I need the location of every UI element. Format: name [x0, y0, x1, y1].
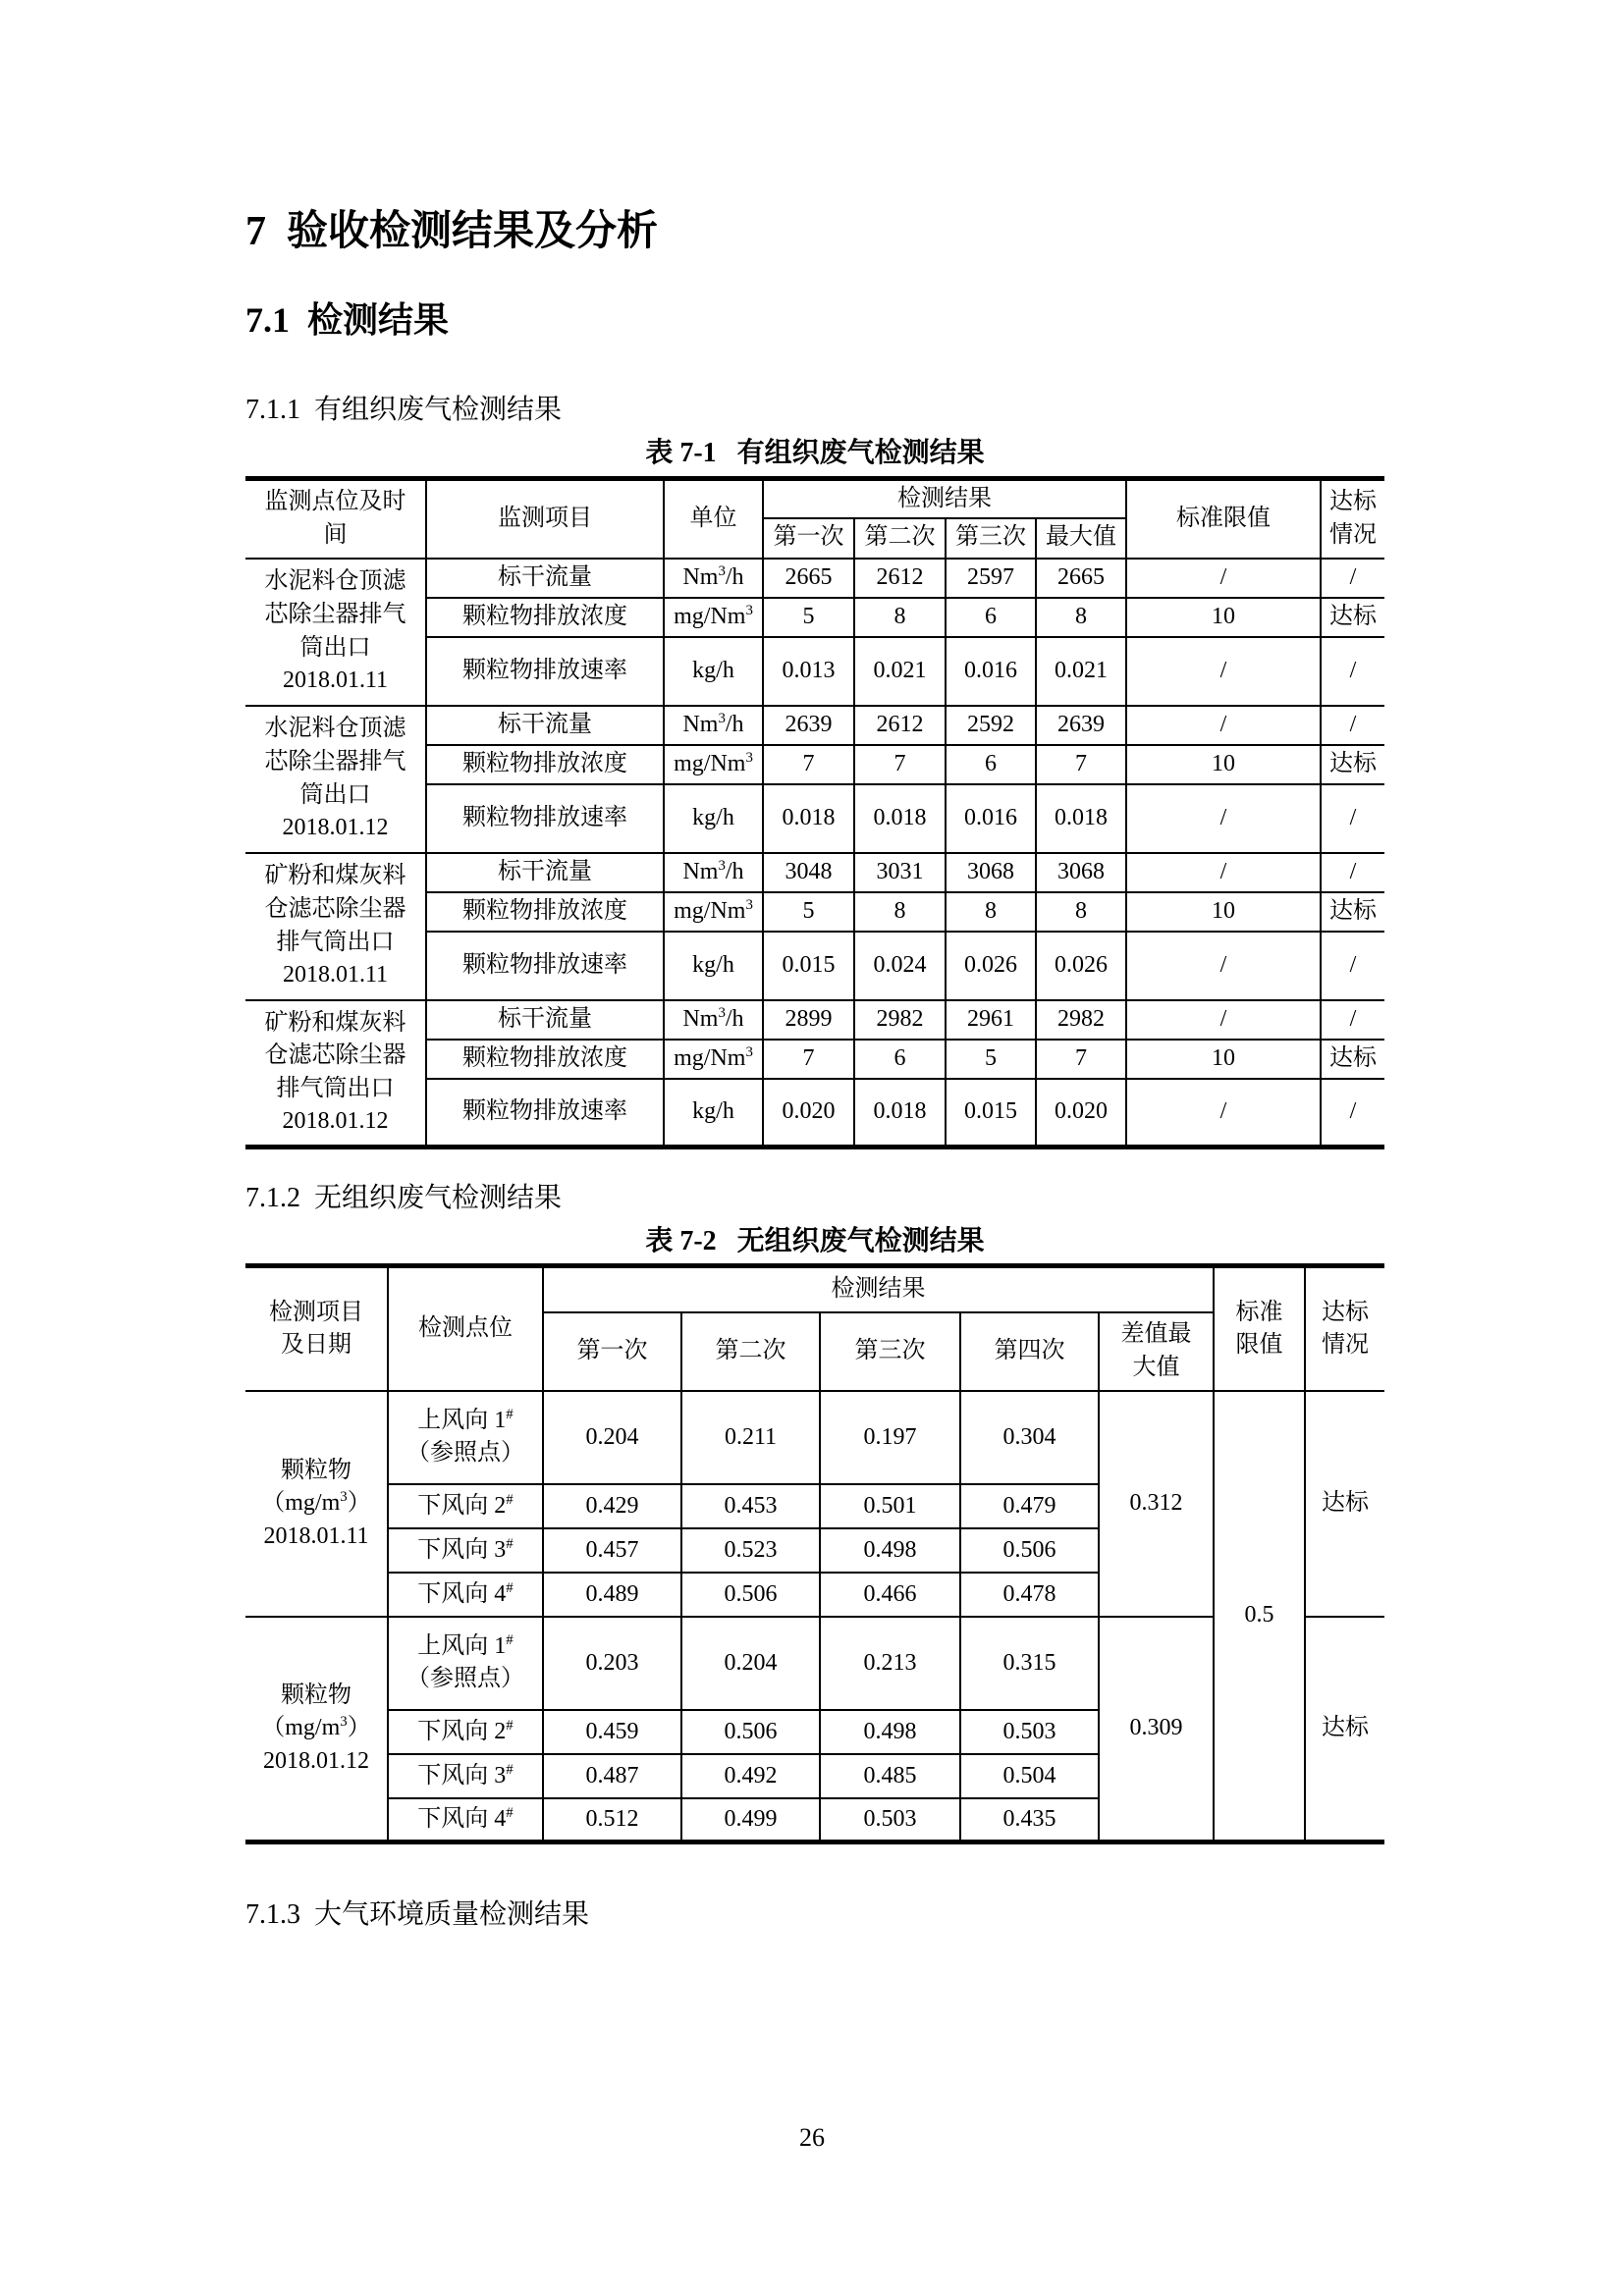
header-site: 监测点位及时 间	[245, 479, 426, 559]
result-value: 2639	[763, 706, 854, 745]
result-value: 8	[946, 892, 1036, 932]
page-number: 26	[799, 2123, 825, 2152]
result-value: 5	[946, 1040, 1036, 1079]
result-value: 0.020	[1036, 1079, 1126, 1148]
table-7-2	[245, 1263, 1384, 1844]
result-value: 0.466	[820, 1573, 960, 1617]
result-value: 7	[763, 1040, 854, 1079]
monitoring-point: 上风向 1# （参照点）	[388, 1391, 543, 1484]
result-value: 0.453	[681, 1484, 820, 1528]
result-value: 0.016	[946, 637, 1036, 706]
table1-data-row	[245, 706, 1384, 745]
result-value: 0.498	[820, 1528, 960, 1573]
compliance-status: /	[1321, 784, 1384, 853]
result-value: 0.501	[820, 1484, 960, 1528]
standard-limit: 10	[1126, 892, 1321, 932]
monitoring-item: 颗粒物排放速率	[426, 784, 664, 853]
result-value: 0.503	[820, 1798, 960, 1842]
header-limit: 标准 限值	[1214, 1266, 1305, 1391]
unit: mg/Nm$^3$	[664, 745, 763, 784]
unit: Nm$^3$/h	[664, 559, 763, 598]
compliance-status: 达标	[1305, 1391, 1384, 1617]
result-value: 0.204	[681, 1617, 820, 1710]
result-value: 5	[763, 598, 854, 637]
result-value: 0.018	[854, 1079, 946, 1148]
result-value: 0.459	[543, 1710, 681, 1754]
result-value: 0.499	[681, 1798, 820, 1842]
header-run-2: 第二次	[681, 1312, 820, 1391]
table2-data-row	[245, 1617, 1384, 1710]
table-7-1	[245, 476, 1384, 1149]
monitoring-item: 颗粒物排放浓度	[426, 1040, 664, 1079]
header-status: 达标 情况	[1305, 1266, 1384, 1391]
result-value: 6	[946, 745, 1036, 784]
compliance-status: /	[1321, 932, 1384, 1000]
result-value: 2612	[854, 706, 946, 745]
result-value: 0.211	[681, 1391, 820, 1484]
unit: Nm$^3$/h	[664, 706, 763, 745]
result-value: 0.523	[681, 1528, 820, 1573]
monitoring-point: 下风向 4#	[388, 1573, 543, 1617]
monitoring-site: 矿粉和煤灰料 仓滤芯除尘器 排气筒出口 2018.01.12	[245, 1000, 426, 1148]
result-value: 3048	[763, 853, 854, 892]
header-run-3: 第三次	[946, 518, 1036, 559]
result-value: 0.197	[820, 1391, 960, 1484]
section-7-heading: 7 验收检测结果及分析	[245, 209, 659, 254]
header-unit: 单位	[664, 479, 763, 559]
monitoring-site: 水泥料仓顶滤 芯除尘器排气 筒出口 2018.01.12	[245, 706, 426, 853]
standard-limit: 10	[1126, 1040, 1321, 1079]
compliance-status: /	[1321, 1000, 1384, 1040]
section-7-1-1-heading: 7.1.1 有组织废气检测结果	[245, 394, 563, 425]
compliance-status: /	[1321, 559, 1384, 598]
monitoring-item: 颗粒物排放速率	[426, 637, 664, 706]
result-value: 0.018	[854, 784, 946, 853]
standard-limit: /	[1126, 932, 1321, 1000]
result-value: 0.021	[854, 637, 946, 706]
result-value: 2592	[946, 706, 1036, 745]
table-7-2-caption: 表 7-2 无组织废气检测结果	[645, 1226, 985, 1257]
header-run-4: 第四次	[960, 1312, 1099, 1391]
diff-max-value: 0.312	[1099, 1391, 1214, 1617]
result-value: 3068	[1036, 853, 1126, 892]
standard-limit: /	[1126, 559, 1321, 598]
monitoring-item: 颗粒物排放速率	[426, 932, 664, 1000]
result-value: 0.492	[681, 1754, 820, 1798]
compliance-status: 达标	[1305, 1617, 1384, 1842]
compliance-status: /	[1321, 706, 1384, 745]
result-value: 0.304	[960, 1391, 1099, 1484]
header-status: 达标 情况	[1321, 479, 1384, 559]
table1-data-row	[245, 853, 1384, 892]
unit: kg/h	[664, 784, 763, 853]
compliance-status: 达标	[1321, 1040, 1384, 1079]
compliance-status: 达标	[1321, 892, 1384, 932]
result-value: 2612	[854, 559, 946, 598]
header-item: 检测项目 及日期	[245, 1266, 388, 1391]
result-value: 0.018	[763, 784, 854, 853]
header-limit: 标准限值	[1126, 479, 1321, 559]
table1-data-row	[245, 1000, 1384, 1040]
monitoring-point: 下风向 3#	[388, 1754, 543, 1798]
monitoring-point: 下风向 2#	[388, 1484, 543, 1528]
result-value: 0.016	[946, 784, 1036, 853]
result-value: 6	[854, 1040, 946, 1079]
header-run-5: 差值最 大值	[1099, 1312, 1214, 1391]
monitoring-item: 颗粒物 $(mg/m^3)$ 2018.01.11	[245, 1391, 388, 1617]
header-results-group: 检测结果	[543, 1266, 1214, 1312]
result-value: 0.457	[543, 1528, 681, 1573]
result-value: 0.204	[543, 1391, 681, 1484]
result-value: 2961	[946, 1000, 1036, 1040]
monitoring-point: 下风向 2#	[388, 1710, 543, 1754]
unit: kg/h	[664, 932, 763, 1000]
result-value: 0.020	[763, 1079, 854, 1148]
result-value: 0.024	[854, 932, 946, 1000]
result-value: 2665	[763, 559, 854, 598]
monitoring-item: 标干流量	[426, 853, 664, 892]
monitoring-point: 下风向 3#	[388, 1528, 543, 1573]
result-value: 8	[854, 598, 946, 637]
result-value: 0.498	[820, 1710, 960, 1754]
standard-limit: 10	[1126, 745, 1321, 784]
diff-max-value: 0.309	[1099, 1617, 1214, 1842]
header-run-4: 最大值	[1036, 518, 1126, 559]
monitoring-item: 颗粒物排放浓度	[426, 745, 664, 784]
result-value: 2597	[946, 559, 1036, 598]
result-value: 0.018	[1036, 784, 1126, 853]
standard-limit: 10	[1126, 598, 1321, 637]
result-value: 0.512	[543, 1798, 681, 1842]
unit: kg/h	[664, 637, 763, 706]
standard-limit: /	[1126, 853, 1321, 892]
result-value: 0.213	[820, 1617, 960, 1710]
table2-data-row	[245, 1391, 1384, 1484]
unit: kg/h	[664, 1079, 763, 1148]
result-value: 8	[1036, 598, 1126, 637]
result-value: 2982	[1036, 1000, 1126, 1040]
result-value: 0.315	[960, 1617, 1099, 1710]
header-run-1: 第一次	[543, 1312, 681, 1391]
result-value: 0.478	[960, 1573, 1099, 1617]
header-run-2: 第二次	[854, 518, 946, 559]
result-value: 0.485	[820, 1754, 960, 1798]
result-value: 2982	[854, 1000, 946, 1040]
result-value: 8	[854, 892, 946, 932]
result-value: 0.435	[960, 1798, 1099, 1842]
result-value: 8	[1036, 892, 1126, 932]
unit: mg/Nm$^3$	[664, 1040, 763, 1079]
result-value: 5	[763, 892, 854, 932]
table-7-1-caption: 表 7-1 有组织废气检测结果	[645, 437, 985, 468]
result-value: 0.506	[681, 1710, 820, 1754]
monitoring-site: 矿粉和煤灰料 仓滤芯除尘器 排气筒出口 2018.01.11	[245, 853, 426, 1000]
result-value: 0.015	[946, 1079, 1036, 1148]
compliance-status: /	[1321, 853, 1384, 892]
result-value: 2899	[763, 1000, 854, 1040]
result-value: 0.015	[763, 932, 854, 1000]
result-value: 0.026	[1036, 932, 1126, 1000]
unit: mg/Nm$^3$	[664, 892, 763, 932]
result-value: 0.503	[960, 1710, 1099, 1754]
result-value: 7	[1036, 745, 1126, 784]
result-value: 7	[763, 745, 854, 784]
monitoring-item: 标干流量	[426, 706, 664, 745]
table2-header-row-1	[245, 1266, 1384, 1312]
result-value: 0.203	[543, 1617, 681, 1710]
compliance-status: 达标	[1321, 598, 1384, 637]
result-value: 0.506	[960, 1528, 1099, 1573]
unit: Nm$^3$/h	[664, 853, 763, 892]
section-7-1-3-heading: 7.1.3 大气环境质量检测结果	[245, 1899, 590, 1931]
table1-header-row-1	[245, 479, 1384, 518]
section-7-1-2-heading: 7.1.2 无组织废气检测结果	[245, 1183, 563, 1214]
result-value: 0.429	[543, 1484, 681, 1528]
result-value: 7	[1036, 1040, 1126, 1079]
compliance-status: /	[1321, 637, 1384, 706]
standard-limit: /	[1126, 706, 1321, 745]
monitoring-item: 标干流量	[426, 559, 664, 598]
page-content	[245, 208, 1384, 1932]
result-value: 2665	[1036, 559, 1126, 598]
header-run-1: 第一次	[763, 518, 854, 559]
monitoring-item: 标干流量	[426, 1000, 664, 1040]
compliance-status: 达标	[1321, 745, 1384, 784]
result-value: 0.504	[960, 1754, 1099, 1798]
result-value: 3031	[854, 853, 946, 892]
result-value: 6	[946, 598, 1036, 637]
monitoring-point: 下风向 4#	[388, 1798, 543, 1842]
monitoring-site: 水泥料仓顶滤 芯除尘器排气 筒出口 2018.01.11	[245, 559, 426, 706]
result-value: 0.021	[1036, 637, 1126, 706]
result-value: 0.026	[946, 932, 1036, 1000]
standard-limit: /	[1126, 637, 1321, 706]
monitoring-item: 颗粒物排放浓度	[426, 892, 664, 932]
standard-limit: 0.5	[1214, 1391, 1305, 1842]
monitoring-item: 颗粒物排放浓度	[426, 598, 664, 637]
result-value: 7	[854, 745, 946, 784]
table1-data-row	[245, 559, 1384, 598]
result-value: 0.489	[543, 1573, 681, 1617]
standard-limit: /	[1126, 1000, 1321, 1040]
section-7-1-heading: 7.1 检测结果	[245, 300, 450, 341]
monitoring-item: 颗粒物 $(mg/m^3)$ 2018.01.12	[245, 1617, 388, 1842]
result-value: 2639	[1036, 706, 1126, 745]
header-results-group: 检测结果	[763, 479, 1126, 518]
monitoring-point: 上风向 1# （参照点）	[388, 1617, 543, 1710]
result-value: 0.013	[763, 637, 854, 706]
result-value: 0.487	[543, 1754, 681, 1798]
header-point: 检测点位	[388, 1266, 543, 1391]
header-run-3: 第三次	[820, 1312, 960, 1391]
result-value: 0.506	[681, 1573, 820, 1617]
compliance-status: /	[1321, 1079, 1384, 1148]
result-value: 3068	[946, 853, 1036, 892]
standard-limit: /	[1126, 784, 1321, 853]
monitoring-item: 颗粒物排放速率	[426, 1079, 664, 1148]
header-item: 监测项目	[426, 479, 664, 559]
result-value: 0.479	[960, 1484, 1099, 1528]
unit: Nm$^3$/h	[664, 1000, 763, 1040]
unit: mg/Nm$^3$	[664, 598, 763, 637]
standard-limit: /	[1126, 1079, 1321, 1148]
